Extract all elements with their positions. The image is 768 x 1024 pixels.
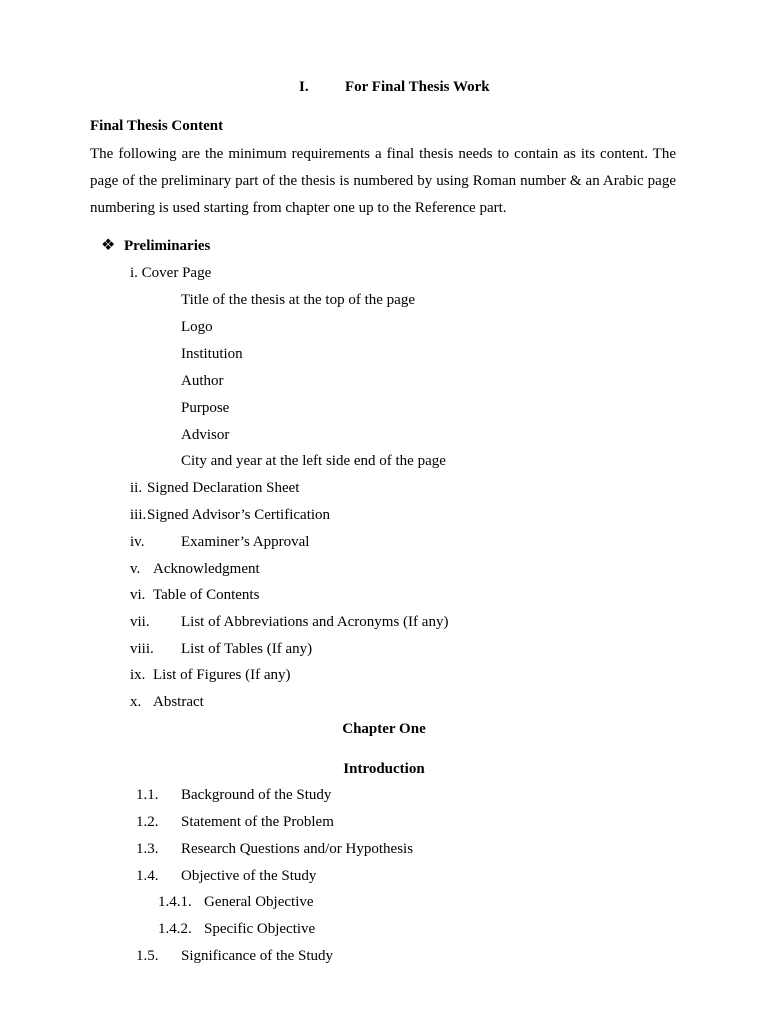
cover-page-item (130, 264, 211, 282)
chapter-title: Introduction (343, 761, 425, 777)
chapter-marker: 1.4.2. (158, 921, 192, 937)
preliminary-label: Examiner’s Approval (181, 534, 310, 550)
preliminary-marker: ix. (130, 667, 146, 683)
preliminary-label: Abstract (153, 694, 204, 710)
preliminary-label: List of Abbreviations and Acronyms (If any) (181, 614, 449, 630)
chapter-marker: 1.2. (136, 814, 159, 830)
chapter-marker: 1.1. (136, 787, 159, 803)
chapter-item-label: Specific Objective (204, 921, 316, 937)
chapter-item-label: General Objective (204, 894, 314, 910)
chapter-marker: 1.4. (136, 868, 159, 884)
cover-subitem: Logo (181, 319, 213, 335)
chapter-label: Chapter One (342, 721, 426, 737)
section-title: For Final Thesis Work (345, 79, 490, 95)
preliminary-marker: x. (130, 694, 142, 710)
chapter-item-label: Background of the Study (181, 787, 332, 803)
preliminary-label: Acknowledgment (153, 561, 260, 577)
preliminary-marker: iii. (130, 507, 147, 523)
chapter-marker: 1.3. (136, 841, 159, 857)
cover-subitem: City and year at the left side end of the page (181, 453, 446, 469)
preliminary-label: Table of Contents (153, 587, 260, 603)
chapter-item-label: Statement of the Problem (181, 814, 334, 830)
preliminary-marker: vii. (130, 614, 150, 630)
preliminary-marker: vi. (130, 587, 146, 603)
section-number: I. (299, 79, 309, 95)
chapter-marker: 1.4.1. (158, 894, 192, 910)
preliminary-label: List of Figures (If any) (153, 667, 291, 683)
cover-subitem: Title of the thesis at the top of the page (181, 292, 415, 308)
cover-subitem: Purpose (181, 400, 230, 416)
cover-subitem: Author (181, 373, 224, 389)
chapter-item-label: Objective of the Study (181, 868, 317, 884)
intro-paragraph: The following are the minimum requirements a final thesis needs to contain as its content. The page of the preliminary part of the thesis is numbered by using Roman number & an Arabic page numbering is used starting from chapter one up to the Reference part. (90, 146, 676, 216)
chapter-item-label: Significance of the Study (181, 948, 334, 964)
preliminary-marker: viii. (130, 641, 154, 657)
preliminary-label: Signed Advisor’s Certification (147, 507, 331, 523)
preliminary-label: Signed Declaration Sheet (147, 480, 300, 496)
preliminary-marker: ii. (130, 480, 143, 496)
list-label: Cover Page (141, 265, 212, 281)
preliminary-marker: iv. (130, 534, 145, 550)
preliminary-label: List of Tables (If any) (181, 641, 313, 657)
cover-subitem: Advisor (181, 427, 230, 443)
list-marker: i. (130, 265, 138, 281)
content-heading: Final Thesis Content (90, 118, 224, 134)
diamond-bullet-icon: ❖ (101, 237, 116, 254)
cover-subitem: Institution (181, 346, 243, 362)
preliminaries-heading: Preliminaries (124, 238, 211, 254)
chapter-item-label: Research Questions and/or Hypothesis (181, 841, 414, 857)
chapter-marker: 1.5. (136, 948, 159, 964)
preliminary-marker: v. (130, 561, 141, 577)
